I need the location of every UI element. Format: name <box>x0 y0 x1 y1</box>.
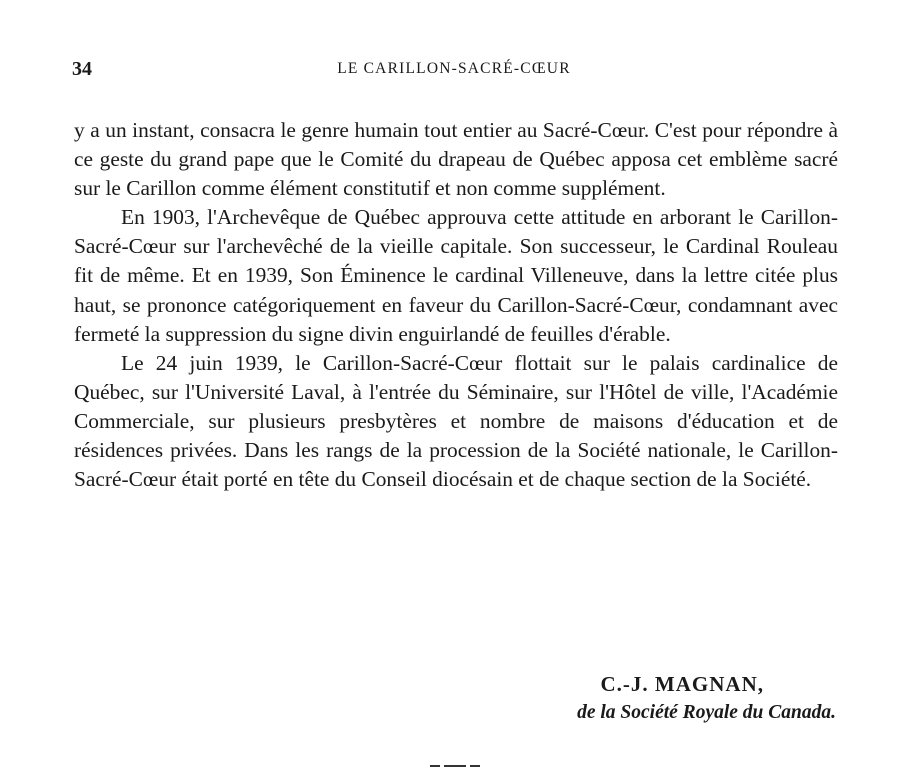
end-ornament-rule <box>430 765 490 767</box>
body-text <box>74 116 838 494</box>
paragraph: y a un instant, consacra le genre humain tout entier au Sacré-Cœur. C'est pour répondre à ce geste du grand pape que le Comité du drapeau de Québec apposa cet emblème sacré sur le Carillon comme élément constitutif et non comme supplément. <box>74 118 838 201</box>
running-title: LE CARILLON-SACRÉ-CŒUR <box>337 60 571 77</box>
page-number: 34 <box>72 58 92 80</box>
author-affiliation: de la Société Royale du Canada. <box>577 702 836 723</box>
author-name: C.-J. MAGNAN, <box>600 672 764 696</box>
paragraph: En 1903, l'Archevêque de Québec approuva cette attitude en arborant le Carillon-Sacré-Cœur sur l'archevêché de la vieille capitale. Son successeur, le Cardinal Rouleau fit de même. Et en 1939, Son Éminence le cardinal Villeneuve, dans la lettre citée plus haut, se prononce catégoriquement en faveur du Carillon-Sacré-Cœur, condamnant avec fermeté la suppression du signe divin enguirlandé de feuilles d'érable. <box>74 205 838 346</box>
signature-block <box>577 670 836 728</box>
paragraph: Le 24 juin 1939, le Carillon-Sacré-Cœur flottait sur le palais cardinalice de Québec, sur l'Université Laval, à l'entrée du Séminaire, sur l'Hôtel de ville, l'Académie Commerciale, sur plusieurs presbytères et nombre de maisons d'éducation et de résidences privées. Dans les rangs de la procession de la Société nationale, le Carillon-Sacré-Cœur était porté en tête du Conseil diocésain et de chaque section de la Société. <box>74 350 838 492</box>
